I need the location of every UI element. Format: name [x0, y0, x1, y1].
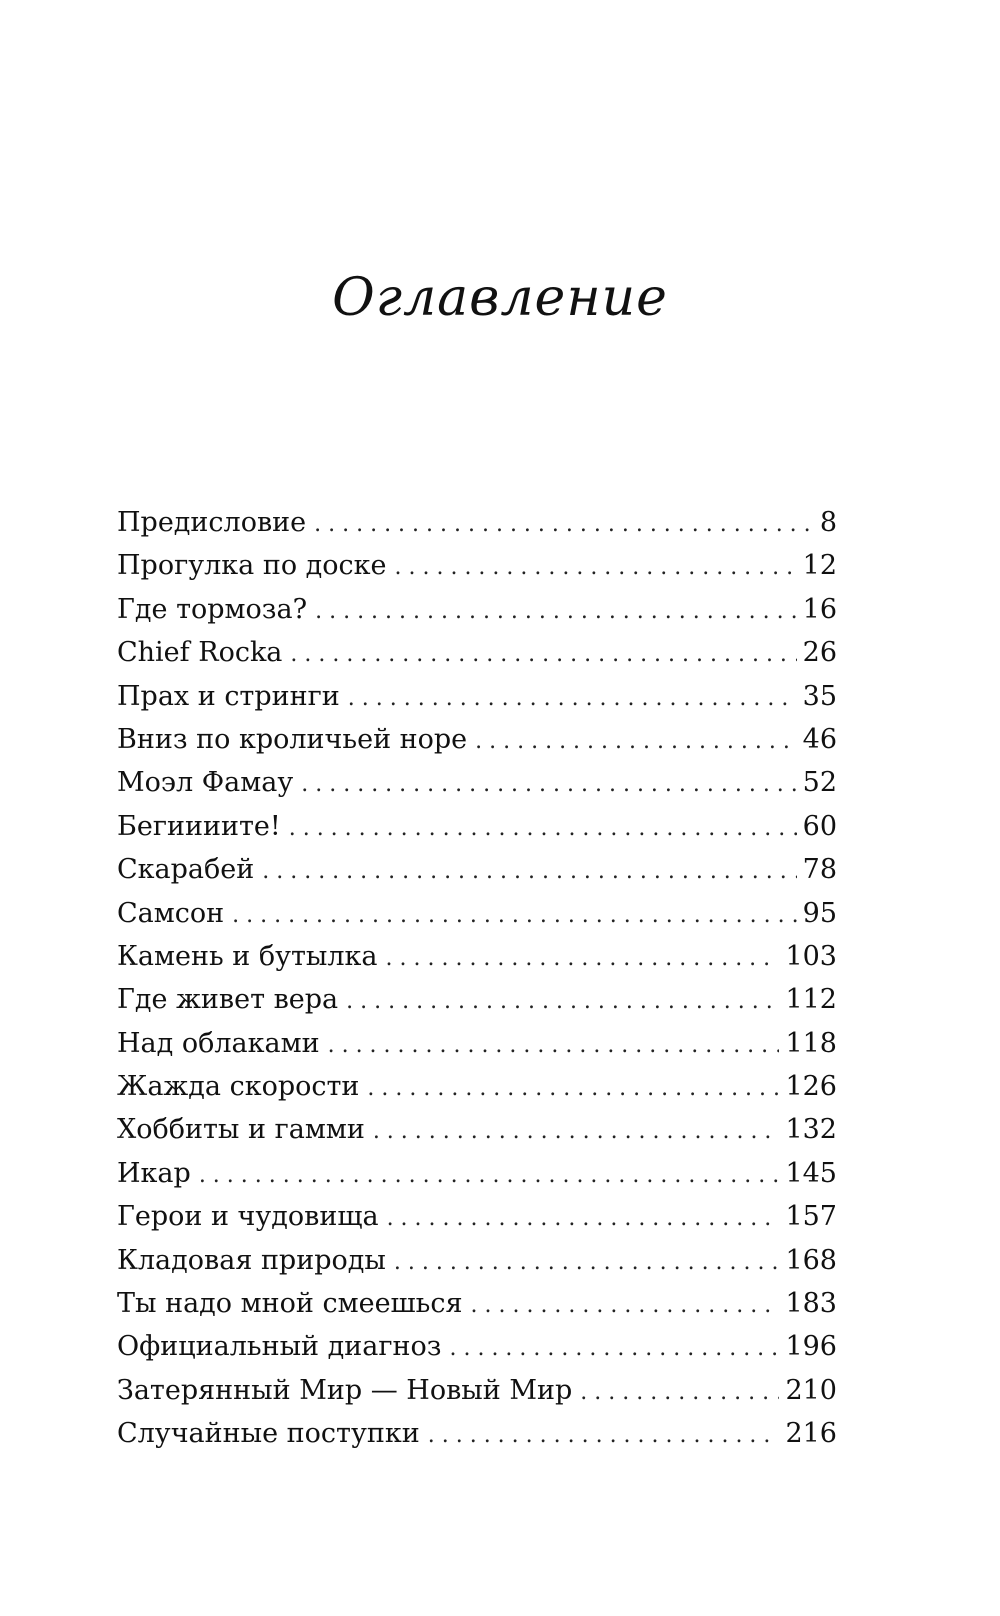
table-of-contents	[117, 501, 837, 1456]
toc-dot-leader	[394, 1241, 780, 1282]
toc-entry-page-number: 46	[802, 723, 837, 755]
toc-entry	[117, 1022, 837, 1065]
toc-dot-leader	[387, 1197, 780, 1238]
toc-entry-page-number: 216	[785, 1418, 837, 1450]
toc-entry-page-number: 157	[785, 1201, 837, 1233]
toc-dot-leader	[367, 1067, 779, 1108]
toc-dot-leader	[348, 677, 797, 718]
toc-dot-leader	[449, 1327, 779, 1368]
toc-entry-title: Chief Rocka	[117, 637, 283, 669]
toc-entry	[117, 1369, 837, 1412]
toc-entry-page-number: 145	[785, 1157, 837, 1189]
toc-entry-title: Жажда скорости	[117, 1071, 360, 1103]
toc-entry-title: Кладовая природы	[117, 1244, 386, 1276]
toc-entry	[117, 1108, 837, 1151]
toc-entry-title: Бегиииите!	[117, 810, 281, 842]
toc-dot-leader	[262, 850, 796, 891]
toc-entry	[117, 1239, 837, 1282]
toc-entry-page-number: 196	[785, 1331, 837, 1363]
toc-entry-page-number: 8	[819, 507, 837, 538]
toc-entry	[117, 1282, 837, 1325]
toc-entry-title: Случайные поступки	[117, 1418, 420, 1450]
toc-entry	[117, 1412, 837, 1455]
toc-dot-leader	[580, 1371, 779, 1412]
toc-entry-page-number: 26	[802, 637, 837, 669]
toc-dot-leader	[395, 546, 797, 587]
toc-entry-title: Где тормоза?	[117, 593, 308, 625]
toc-entry-title: Хоббиты и гамми	[117, 1114, 365, 1146]
toc-entry	[117, 675, 837, 718]
toc-entry	[117, 631, 837, 674]
toc-entry-page-number: 52	[802, 767, 837, 799]
toc-entry-page-number: 168	[785, 1244, 837, 1276]
toc-entry	[117, 848, 837, 891]
toc-entry-title: Официальный диагноз	[117, 1331, 442, 1363]
toc-entry-page-number: 12	[802, 550, 837, 582]
toc-entry	[117, 892, 837, 935]
toc-entry-page-number: 35	[802, 680, 837, 712]
toc-entry-page-number: 118	[785, 1027, 837, 1059]
toc-entry-title: Прогулка по доске	[117, 550, 387, 582]
toc-entry	[117, 1195, 837, 1238]
toc-entry-title: Над облаками	[117, 1027, 320, 1059]
toc-entry-title: Скарабей	[117, 854, 255, 886]
toc-entry-title: Моэл Фамау	[117, 767, 294, 799]
toc-entry-title: Икар	[117, 1157, 191, 1189]
toc-dot-leader	[314, 503, 814, 544]
toc-entry	[117, 1152, 837, 1195]
toc-entry	[117, 1065, 837, 1108]
toc-entry-page-number: 126	[785, 1071, 837, 1103]
toc-entry-page-number: 103	[785, 940, 837, 972]
toc-entry-page-number: 132	[785, 1114, 837, 1146]
toc-entry-title: Ты надо мной смеешься	[117, 1288, 463, 1320]
toc-entry-title: Самсон	[117, 897, 225, 929]
toc-entry-title: Камень и бутылка	[117, 940, 378, 972]
toc-entry-title: Прах и стринги	[117, 680, 340, 712]
page-title: Оглавление	[332, 268, 668, 328]
toc-entry-title: Герои и чудовища	[117, 1201, 379, 1233]
toc-dot-leader	[290, 633, 796, 674]
toc-entry	[117, 805, 837, 848]
toc-entry-title: Вниз по кроличьей норе	[117, 723, 468, 755]
toc-entry-page-number: 112	[785, 984, 837, 1016]
toc-dot-leader	[475, 720, 796, 761]
toc-entry	[117, 935, 837, 978]
toc-entry	[117, 501, 837, 544]
toc-dot-leader	[328, 1024, 780, 1065]
toc-entry	[117, 588, 837, 631]
toc-entry-title: Затерянный Мир — Новый Мир	[117, 1374, 573, 1406]
toc-entry-page-number: 16	[802, 593, 837, 625]
toc-dot-leader	[301, 763, 796, 804]
toc-dot-leader	[471, 1284, 780, 1325]
toc-entry-page-number: 183	[785, 1288, 837, 1320]
toc-dot-leader	[386, 937, 780, 978]
toc-entry	[117, 1325, 837, 1368]
toc-entry	[117, 761, 837, 804]
toc-dot-leader	[289, 807, 797, 848]
toc-dot-leader	[373, 1110, 780, 1151]
toc-entry-page-number: 78	[802, 854, 837, 886]
toc-entry-page-number: 95	[802, 897, 837, 929]
toc-entry	[117, 978, 837, 1021]
toc-entry-title: Предисловие	[117, 507, 307, 538]
toc-dot-leader	[346, 980, 779, 1021]
toc-dot-leader	[428, 1414, 780, 1455]
toc-dot-leader	[315, 590, 797, 631]
toc-entry-title: Где живет вера	[117, 984, 339, 1016]
toc-entry-page-number: 60	[802, 810, 837, 842]
toc-dot-leader	[232, 894, 797, 935]
toc-entry-page-number: 210	[785, 1374, 837, 1406]
toc-entry	[117, 718, 837, 761]
toc-dot-leader	[199, 1154, 780, 1195]
toc-entry	[117, 544, 837, 587]
